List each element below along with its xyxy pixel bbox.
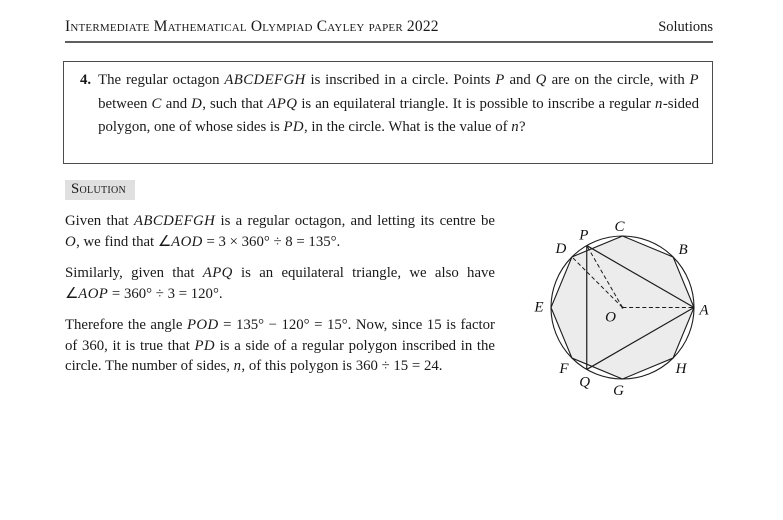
problem-number: 4. xyxy=(80,72,92,88)
point-label-H: H xyxy=(675,361,687,378)
solution-paragraph-2: Similarly, given that APQ is an equilateral triangle, we also have ∠AOP = 360° ÷ 3 = 120°. xyxy=(65,264,495,302)
point-label-O: O xyxy=(605,309,616,326)
solution-paragraph-1: Given that ABCDEFGH is a regular octagon, and letting its centre be O, we find that ∠AOD = 3 × 360° ÷ 8 = 135°. xyxy=(65,213,495,250)
solution-paragraph-3: Therefore the angle POD = 135° − 120° = 15°. Now, since 15 is factor of 360, it is true that PD is a side of a regular polygon inscribed in the circle. The number of sides, n, of this polygon is 360 ÷ 15 = 24. xyxy=(65,316,495,375)
point-label-D: D xyxy=(555,240,567,257)
point-label-B: B xyxy=(678,241,688,258)
center-dot xyxy=(621,306,623,308)
point-label-F: F xyxy=(559,361,569,378)
problem-box xyxy=(63,61,713,164)
problem-text: The regular octagon ABCDEFGH is inscribed in a circle. Points P and Q are on the circle, with P between C and D, such that APQ is an equilateral triangle. It is possible to inscribe a regular n-sided polygon, one of whose sides is PD, in the circle. What is the value of n? xyxy=(98,72,699,135)
point-label-C: C xyxy=(614,219,625,235)
header-right-label: Solutions xyxy=(658,19,713,35)
point-label-A: A xyxy=(699,302,709,319)
page-header xyxy=(65,18,713,43)
point-label-P: P xyxy=(579,227,589,244)
page-title: Intermediate Mathematical Olympiad Cayley paper 2022 xyxy=(65,18,439,35)
solution-text xyxy=(65,211,495,387)
solution-heading: Solution xyxy=(65,180,135,200)
point-label-E: E xyxy=(534,299,544,316)
octagon-circle-diagram xyxy=(520,210,732,410)
point-label-G: G xyxy=(613,383,624,399)
point-label-Q: Q xyxy=(579,374,591,391)
